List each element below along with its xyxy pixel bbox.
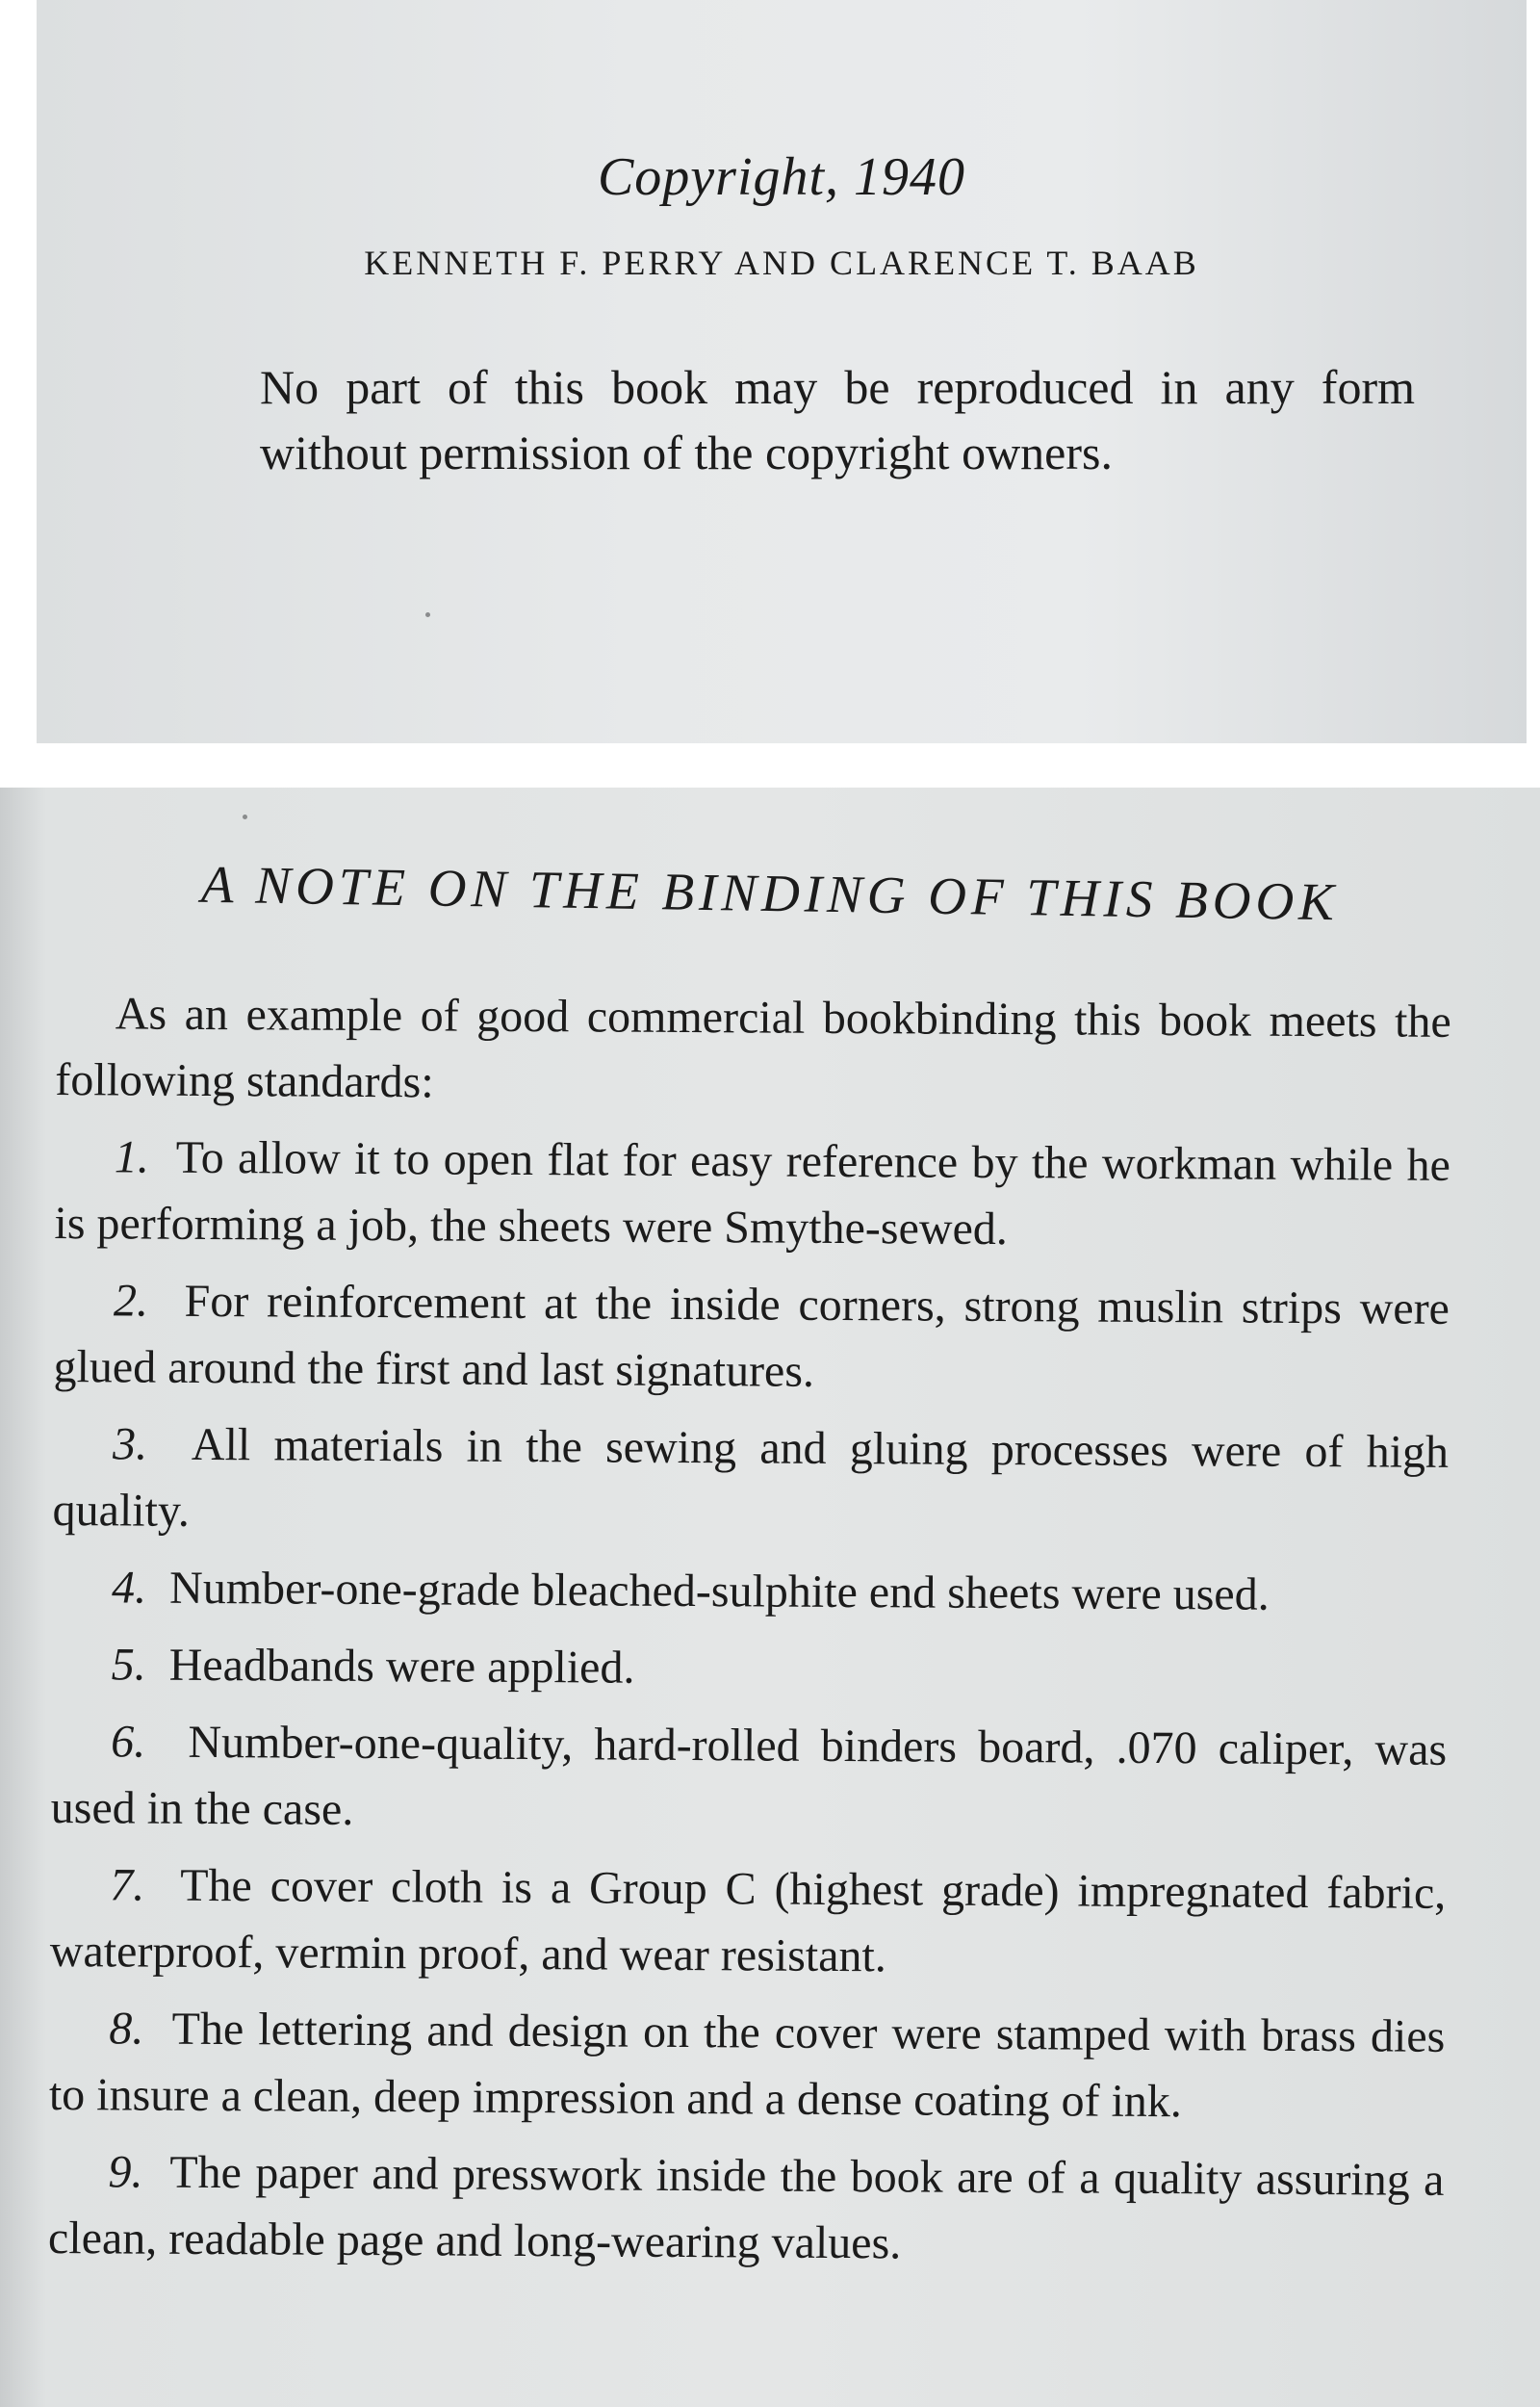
standard-text: For reinforcement at the inside corners, strong muslin strips were glued around the first and last signatures. xyxy=(53,1275,1450,1397)
standard-item-5 xyxy=(51,1631,1447,1706)
standard-item-7 xyxy=(50,1851,1447,1993)
standard-item-1 xyxy=(54,1124,1450,1265)
standard-item-2 xyxy=(53,1267,1450,1409)
standard-number: 4. xyxy=(111,1562,147,1614)
standard-text: The paper and presswork inside the book are of a quality assuring a clean, readable page and long-wearing values. xyxy=(47,2146,1445,2269)
paper-speck xyxy=(425,612,430,617)
binding-note-body xyxy=(48,980,1451,2291)
standard-text: Number-one-grade bleached-sulphite end sheets were used. xyxy=(168,1562,1270,1620)
binding-note-intro: As an example of good commercial bookbinding this book meets the following standards: xyxy=(55,988,1451,1108)
standard-item-9 xyxy=(48,2138,1445,2280)
copyright-page-photo xyxy=(37,0,1527,743)
standard-item-8 xyxy=(49,1995,1446,2136)
standard-text: All materials in the sewing and gluing processes were of high quality. xyxy=(52,1418,1450,1537)
standard-text: To allow it to open flat for easy reference by the workman while he is performing a job, the sheets were Smythe-sewed. xyxy=(54,1131,1451,1255)
standard-number: 3. xyxy=(112,1418,148,1470)
copyright-title: Copyright, 1940 xyxy=(597,147,966,207)
standard-item-3 xyxy=(52,1411,1449,1552)
paper-speck xyxy=(243,815,247,819)
binding-note-heading: A NOTE ON THE BINDING OF THIS BOOK xyxy=(200,854,1340,932)
standard-text: The cover cloth is a Group C (highest grade) impregnated fabric, waterproof, vermin proof, and wear resistant. xyxy=(49,1859,1447,1982)
standard-number: 1. xyxy=(114,1131,150,1183)
standard-number: 7. xyxy=(110,1859,145,1911)
standard-text: Headbands were applied. xyxy=(168,1639,635,1694)
standard-item-4 xyxy=(52,1554,1448,1629)
standard-text: The lettering and design on the cover were stamped with brass dies to insure a clean, deep impression and a dense coating of ink. xyxy=(48,2003,1446,2128)
standard-text: Number-one-quality, hard-rolled binders board, .070 caliper, was used in the case. xyxy=(50,1716,1448,1835)
standard-item-6 xyxy=(51,1708,1448,1850)
standard-number: 6. xyxy=(111,1716,146,1768)
authors-line: KENNETH F. PERRY AND CLARENCE T. BAAB xyxy=(364,244,1199,282)
standard-number: 9. xyxy=(108,2146,143,2198)
rights-notice: No part of this book may be reproduced in any form without permission of the copyright owners. xyxy=(260,360,1415,479)
standard-number: 8. xyxy=(109,2003,144,2055)
binding-note-photo xyxy=(0,788,1540,2407)
standard-number: 2. xyxy=(113,1275,149,1327)
standard-number: 5. xyxy=(111,1639,146,1691)
